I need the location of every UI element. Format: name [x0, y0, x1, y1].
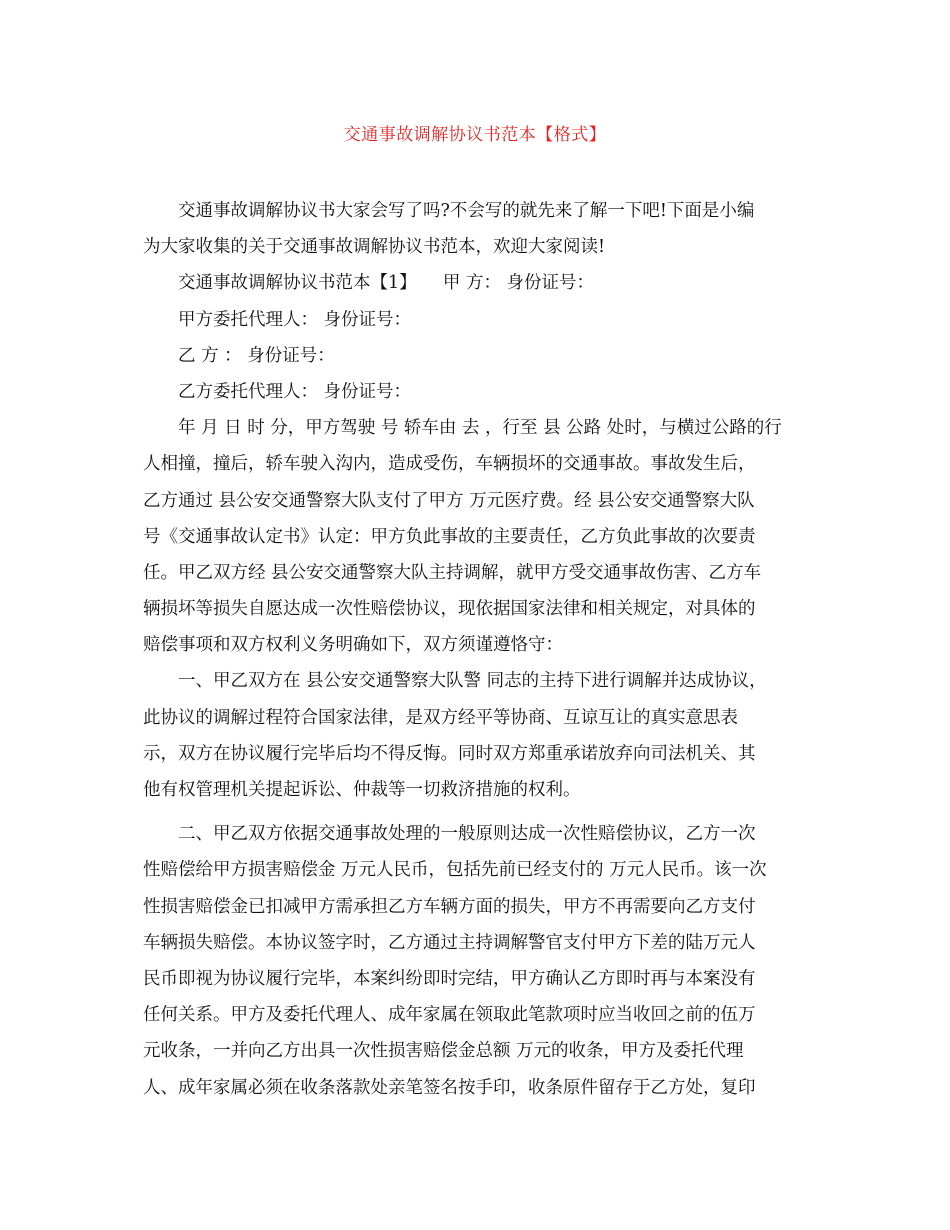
body-line: 一、甲乙双方在 县公安交通警察大队警 同志的主持下进行调解并达成协议， — [143, 671, 767, 692]
body-line: 甲方委托代理人： 身份证号： — [143, 309, 412, 330]
body-line: 交通事故调解协议书范本【1】 甲 方： 身份证号： — [143, 273, 595, 294]
body-line: 任何关系。甲方及委托代理人、成年家属在领取此笔款项时应当收回之前的伍万 — [143, 1005, 756, 1026]
body-line: 元收条，一并向乙方出具一次性损害赔偿金总额 万元的收条，甲方及委托代理 — [143, 1041, 744, 1062]
body-line: 乙方委托代理人： 身份证号： — [143, 381, 412, 402]
body-line: 赔偿事项和双方权利义务明确如下，双方须谨遵恪守： — [143, 635, 563, 656]
body-line: 乙方通过 县公安交通警察大队支付了甲方 万元医疗费。经 县公安交通警察大队 — [143, 490, 755, 511]
body-line: 年 月 日 时 分，甲方驾驶 号 轿车由 去 ，行至 县 公路 处时，与横过公路的行 — [143, 418, 782, 439]
body-line: 民币即视为协议履行完毕，本案纠纷即时完结，甲方确认乙方即时再与本案没有 — [143, 968, 756, 989]
body-line: 性赔偿给甲方损害赔偿金 万元人民币，包括先前已经支付的 万元人民币。该一次 — [143, 860, 767, 881]
body-line: 车辆损失赔偿。本协议签字时，乙方通过主持调解警官支付甲方下差的陆万元人 — [143, 932, 756, 953]
body-line: 人、成年家属必须在收条落款处亲笔签名按手印，收条原件留存于乙方处，复印 — [143, 1077, 756, 1098]
body-line: 为大家收集的关于交通事故调解协议书范本，欢迎大家阅读! — [143, 237, 606, 258]
document-body — [143, 193, 815, 1106]
body-line: 性损害赔偿金已扣减甲方需承担乙方车辆方面的损失，甲方不再需要向乙方支付 — [143, 896, 756, 917]
body-line: 乙 方 ： 身份证号： — [143, 345, 335, 366]
body-line: 号《交通事故认定书》认定：甲方负此事故的主要责任，乙方负此事故的次要责 — [143, 526, 756, 547]
body-line: 交通事故调解协议书大家会写了吗?不会写的就先来了解一下吧!下面是小编 — [143, 201, 755, 221]
body-line: 二、甲乙双方依据交通事故处理的一般原则达成一次性赔偿协议，乙方一次 — [143, 824, 756, 845]
body-line: 人相撞，撞后，轿车驶入沟内，造成受伤，车辆损坏的交通事故。事故发生后， — [143, 454, 756, 475]
body-line: 示，双方在协议履行完毕后均不得反悔。同时双方郑重承诺放弃向司法机关、其 — [143, 743, 756, 764]
paragraph-gap — [143, 808, 815, 816]
body-line: 任。甲乙双方经 县公安交通警察大队主持调解，就甲方受交通事故伤害、乙方车 — [143, 562, 762, 583]
body-line: 辆损坏等损失自愿达成一次性赔偿协议，现依据国家法律和相关规定，对具体的 — [143, 599, 756, 620]
body-line: 此协议的调解过程符合国家法律，是双方经平等协商、互谅互让的真实意思表 — [143, 707, 738, 728]
document-title: 交通事故调解协议书范本【格式】 — [343, 125, 607, 145]
body-line: 他有权管理机关提起诉讼、仲裁等一切救济措施的权利。 — [143, 780, 581, 800]
